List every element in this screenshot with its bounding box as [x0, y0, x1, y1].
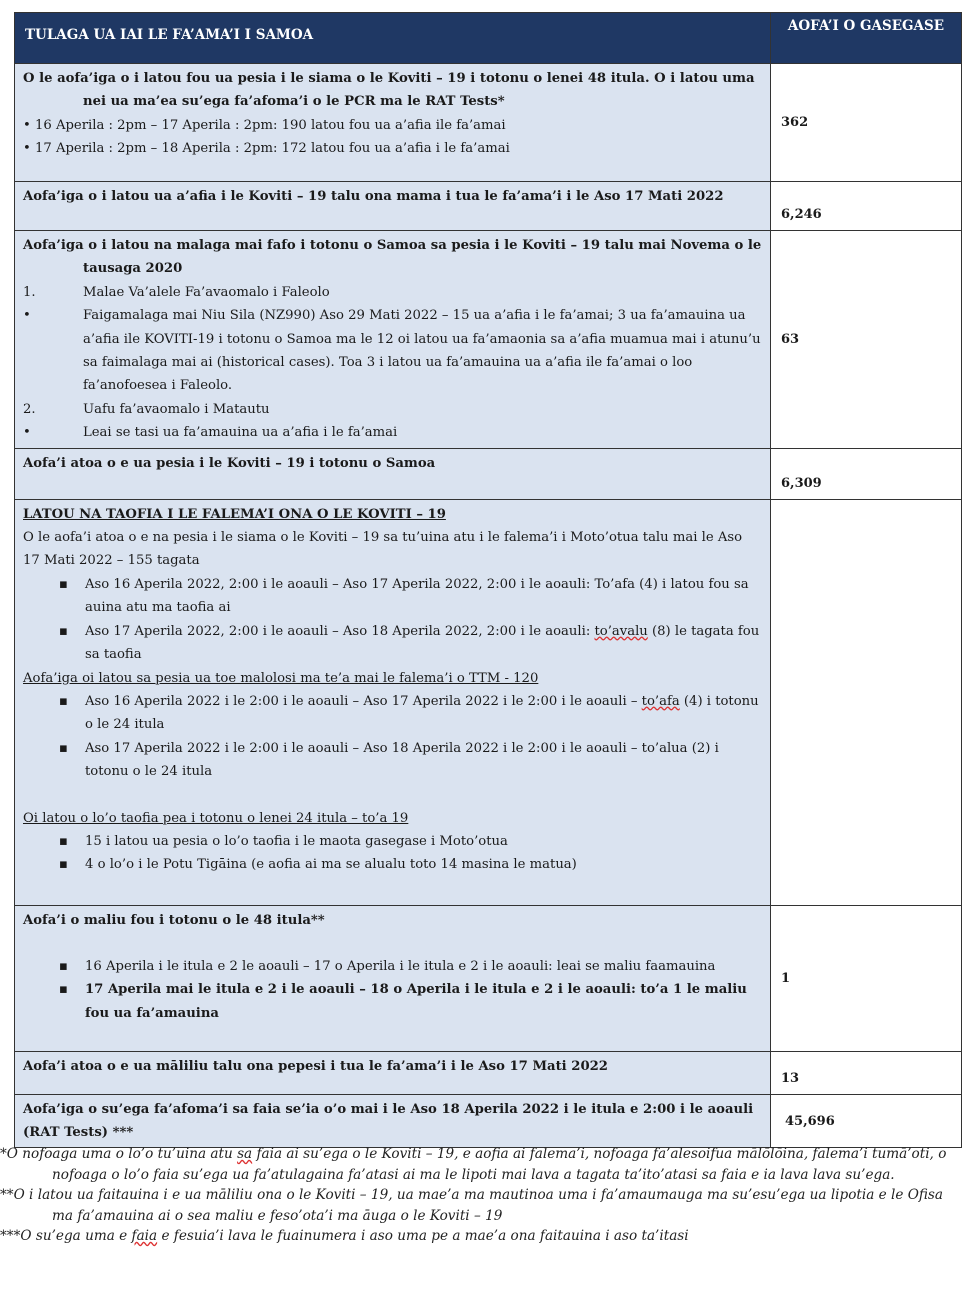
- row-1-bullet-1: • 16 Aperila : 2pm – 17 Aperila : 2pm: 190 latou fou ua a’afia ile fa’amai: [23, 117, 506, 133]
- row-4-label: Aofa’i atoa o e ua pesia i le Koviti – 19 i totonu o Samoa: [15, 448, 771, 499]
- bullet-icon: •: [23, 308, 31, 324]
- footnote-1: [0, 1144, 960, 1185]
- square-bullet-icon: ▪: [59, 982, 68, 998]
- row-6-label: [15, 905, 771, 1051]
- square-bullet-icon: ▪: [59, 833, 68, 849]
- table-row: [15, 499, 962, 905]
- row-5-admit-1-text: Aso 16 Aperila 2022, 2:00 i le aoauli – Aso 17 Aperila 2022, 2:00 i le aoauli: To’afa (4) i latou fou sa auina atu ma taofia ai: [85, 576, 749, 616]
- footnote-1-word: sa: [237, 1146, 253, 1162]
- row-1-label: [15, 64, 771, 182]
- row-5-recovered-2: [23, 737, 762, 784]
- square-bullet-icon: ▪: [59, 857, 68, 873]
- table-row: [15, 905, 962, 1051]
- row-1-line-1: O le aofa’iga o i latou fou ua pesia i le siama o le Koviti – 19 i totonu o lenei 48 itula. O i latou uma: [23, 71, 755, 86]
- square-bullet-icon: ▪: [59, 623, 68, 639]
- row-3-sub-1: [23, 304, 762, 398]
- square-bullet-icon: ▪: [59, 740, 68, 756]
- row-5-admit-1: [23, 573, 762, 620]
- footnote-3-pre: ***O su’ega uma e: [0, 1228, 132, 1244]
- spacer: [23, 784, 762, 807]
- row-6-death-2: [23, 978, 762, 1025]
- row-3-sub-2: [23, 421, 762, 444]
- row-5-current-2: [23, 853, 762, 876]
- row-4-value: 6,309: [771, 448, 962, 499]
- document: [14, 12, 961, 1148]
- row-3-sub-2-text: Leai se tasi ua fa’amauina ua a’afia i le fa’amai: [83, 425, 398, 441]
- row-5-subheading-2: Oi latou o lo’o taofia pea i totonu o lenei 24 itula – to’a 19: [23, 810, 409, 826]
- row-5-value: [771, 499, 962, 905]
- row-3-title-2: tausaga 2020: [83, 261, 183, 277]
- row-5-recovered-1-pre: Aso 16 Aperila 2022 i le 2:00 i le aoauli – Aso 17 Aperila 2022 i le 2:00 i le aoauli –: [85, 693, 642, 709]
- row-2-value: 6,246: [771, 182, 962, 231]
- table-row: [15, 1094, 962, 1148]
- row-2-label: Aofa’iga o i latou ua a’afia i le Koviti – 19 talu ona mama i tua le fa’ama’i i le Aso 17 Mati 2022: [15, 182, 771, 231]
- row-6-title: Aofa’i o maliu fou i totonu o le 48 itula**: [23, 912, 325, 928]
- row-6-death-2-text: 17 Aperila mai le itula e 2 i le aoauli – 18 o Aperila i le itula e 2 i le aoauli: to’a 1 le maliu fou ua fa’amauina: [85, 982, 747, 1021]
- footnote-3-post: e fesuia’i lava le fuainumera i aso uma pe a mae’a ona faitauina i aso ta’itasi: [157, 1228, 689, 1244]
- row-1-line-2: nei ua ma’ea su’ega fa’afoma’i o le PCR ma le RAT Tests*: [83, 94, 505, 110]
- row-5-intro: O le aofa’i atoa o e na pesia i le siama o le Koviti – 19 sa tu’uina atu i le falema’i i Moto’otua talu mai le Aso 17 Mati 2022 – 155 tagata: [23, 530, 743, 569]
- header-title: TULAGA UA IAI LE FA’AMA’I I SAMOA: [15, 13, 771, 64]
- row-7-value: 13: [771, 1051, 962, 1094]
- table-row: [15, 64, 962, 182]
- row-6-death-1: [23, 955, 762, 978]
- row-6-value: 1: [771, 905, 962, 1051]
- row-5-current-1: [23, 830, 762, 853]
- row-5-admit-2-post: (8) le tagata fou sa taofia: [85, 623, 760, 663]
- row-3-item-1: [23, 281, 762, 304]
- row-5-recovered-2-text: Aso 17 Aperila 2022 i le 2:00 i le aoauli – Aso 18 Aperila 2022 i le 2:00 i le aoauli – to’alua (2) i totonu o le 24 itula: [85, 740, 719, 780]
- row-6-death-1-text: 16 Aperila i le itula e 2 le aoauli – 17 o Aperila i le itula e 2 i le aoauli: leai se maliu faamauina: [85, 959, 716, 975]
- footnote-1-post: faia ai su’ega o le Koviti – 19, e aofia ai falema’i, nofoaga fa’alesoifua mālōlōina, falema’i tumā’oti, o nofoaga o lo’o faia su’ega ua fa’atulagaina fa’atasi ai ma le lipoti mai lava a tagata ta’ito’atasi sa faia e ia lava lava su’ega.: [52, 1146, 947, 1183]
- row-5-recovered-1: [23, 690, 762, 737]
- row-5-label: [15, 499, 771, 905]
- row-5-admit-2: [23, 620, 762, 667]
- table-row: [15, 1051, 962, 1094]
- list-number: 1.: [23, 284, 36, 300]
- square-bullet-icon: ▪: [59, 693, 68, 709]
- row-3-sub-1-text: Faigamalaga mai Niu Sila (NZ990) Aso 29 Mati 2022 – 15 ua a’afia i le fa’amai; 3 ua fa’amauina ua a’afia ile KOVITI-19 i totonu o Samoa ma le 12 oi latou ua fa’amaonia sa a’afia muamua mai i atunu’u sa faimalaga mai ai (historical cases). Toa 3 i latou ua fa’amauina ua a’afia ile fa’amai o loo fa’anofoesea i Faleolo.: [83, 308, 761, 394]
- row-1-value: 362: [771, 64, 962, 182]
- row-3-item-1-text: Malae Va’alele Fa’avaomalo i Faleolo: [83, 284, 330, 300]
- covid-status-table: [14, 12, 962, 1148]
- row-5-subheading: Aofa’iga oi latou sa pesia ua toe malolosi ma te’a mai le falema’i o TTM - 120: [23, 670, 539, 686]
- row-5-admit-2-text: [85, 620, 762, 667]
- row-5-admit-2-word: to’avalu: [594, 623, 648, 639]
- table-header-row: [15, 13, 962, 64]
- row-8-value: 45,696: [771, 1094, 962, 1148]
- bullet-icon: •: [23, 425, 31, 441]
- footnote-3: [0, 1226, 960, 1247]
- row-5-heading: LATOU NA TAOFIA I LE FALEMA’I ONA O LE KOVITI – 19: [23, 506, 446, 522]
- spacer: [23, 932, 762, 955]
- row-3-label: [15, 231, 771, 449]
- header-value-title: AOFA’I O GASEGASE: [771, 13, 962, 64]
- footnote-1-pre: *O nofoaga uma o lo’o tu’uina atu: [0, 1146, 238, 1162]
- row-5-recovered-1-word: to’afa: [641, 693, 680, 709]
- row-5-recovered-1-post: (4) i totonu o le 24 itula: [85, 693, 759, 733]
- row-3-value: 63: [771, 231, 962, 449]
- list-number: 2.: [23, 401, 36, 417]
- row-5-recovered-1-text: [85, 690, 762, 737]
- row-5-current-2-text: 4 o lo’o i le Potu Tigāina (e aofia ai ma se alualu toto 14 masina le matua): [85, 857, 577, 873]
- row-8-label: Aofa’iga o su’ega fa’afoma’i sa faia se’ia o’o mai i le Aso 18 Aperila 2022 i le itula e 2:00 i le aoauli (RAT Tests) ***: [15, 1094, 771, 1148]
- table-row: [15, 182, 962, 231]
- footnotes: [0, 1144, 960, 1247]
- row-7-label: Aofa’i atoa o e ua māliliu talu ona pepesi i tua le fa’ama’i i le Aso 17 Mati 2022: [15, 1051, 771, 1094]
- row-3-item-2-text: Uafu fa’avaomalo i Matautu: [83, 401, 270, 417]
- row-3-item-2: [23, 398, 762, 421]
- row-5-admit-2-pre: Aso 17 Aperila 2022, 2:00 i le aoauli – Aso 18 Aperila 2022, 2:00 i le aoauli:: [85, 623, 595, 639]
- footnote-2: **O i latou ua faitauina i e ua māliliu ona o le Koviti – 19, ua mae’a ma mautinoa uma i fa’amaumauga ma su’esu’ega ua lipotia e le Ofisa ma fa’amauina ai o sea maliu e feso’ota’i ma āuga o le Koviti – 19: [0, 1187, 944, 1224]
- table-row: [15, 231, 962, 449]
- row-1-bullet-2: • 17 Aperila : 2pm – 18 Aperila : 2pm: 172 latou fou ua a’afia i le fa’amai: [23, 141, 510, 157]
- footnote-3-word: faia: [131, 1228, 158, 1244]
- row-5-current-1-text: 15 i latou ua pesia o lo’o taofia i le maota gasegase i Moto’otua: [85, 833, 508, 849]
- table-row: [15, 448, 962, 499]
- square-bullet-icon: ▪: [59, 959, 68, 975]
- row-3-title-1: Aofa’iga o i latou na malaga mai fafo i totonu o Samoa sa pesia i le Koviti – 19 talu mai Novema o le: [23, 238, 762, 253]
- square-bullet-icon: ▪: [59, 576, 68, 592]
